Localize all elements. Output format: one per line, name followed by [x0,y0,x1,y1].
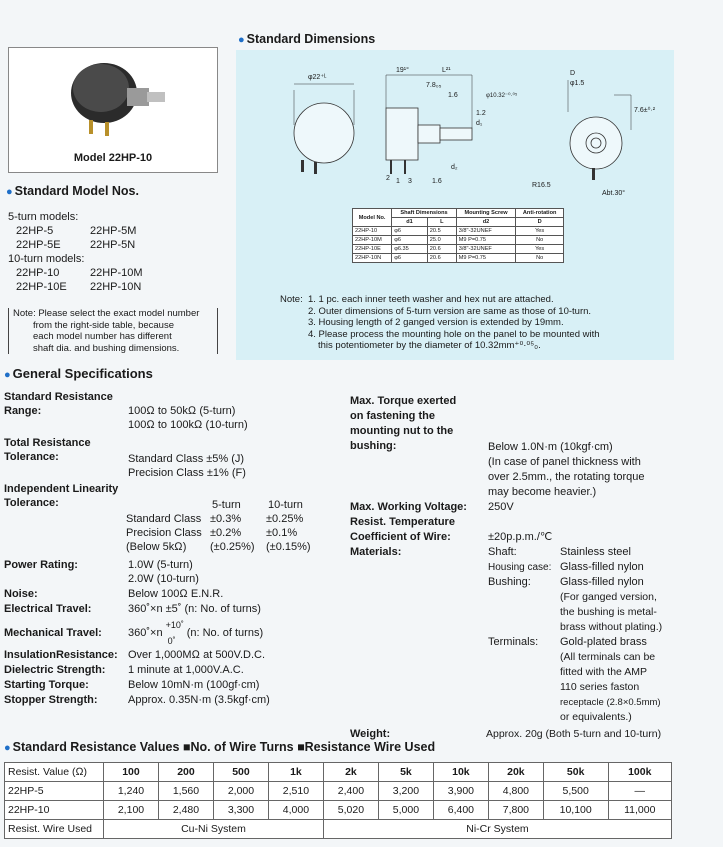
spec-value: 1 minute at 1,000V.A.C. [128,664,244,676]
spec-label: Mechanical Travel: [4,627,102,639]
dim-label: 7.8₀₅ [426,82,442,89]
dim-label: 7.6±⁰·² [634,107,656,114]
value-part: (n: No. of turns) [186,627,264,639]
five-turn-label: 5-turn models: [8,211,79,223]
model-number: 22HP-10 [16,267,60,279]
material-value: Glass-filled nylon [560,576,644,588]
table-subheader: D [516,218,564,227]
dim-label: 1.6 [432,178,442,185]
table-cell: Yes [516,245,564,254]
spec-label: Max. Torque exerted on fastening the mounting nut to the bushing: [350,395,457,452]
table-cell: 22HP-10 [5,801,104,820]
table-header: 20k [488,763,543,782]
dim-label: 1 [396,178,400,185]
model-list [8,210,143,294]
col-head: 10-turn [268,499,303,511]
table-row [5,801,672,820]
table-cell: 2,480 [158,801,213,820]
spec-value: Below 100Ω E.N.R. [128,588,224,600]
note-item: 1. 1 pc. each inner teeth washer and hex nut are attached. [308,294,554,305]
material-key: Bushing: [488,576,531,588]
material-value: Glass-filled nylon [560,561,644,573]
product-photo-box [8,47,218,173]
linearity-col-heads [212,498,303,512]
col-head: 5-turn [212,499,241,511]
table-header: Anti-rotation [516,209,564,218]
dim-label: φ22⁺ᴸ [308,74,327,81]
table-cell: 7,800 [488,801,543,820]
spec-left [4,390,344,720]
table-subheader: d2 [456,218,516,227]
models-heading: ● Standard Model Nos. [6,184,139,198]
note-item: this potentiometer by the diameter of 10.32mm⁺⁰·⁰⁵₀. [318,340,541,351]
table-header: 100k [608,763,671,782]
spec-value: Approx. 20g (Both 5-turn and 10-turn) [486,728,662,740]
material-key: Shaft: [488,546,517,558]
bullet-icon: ● [4,369,11,381]
material-value: Stainless steel [560,546,631,558]
table-header: Shaft Dimensions [392,209,457,218]
dim-label: φ1.5 [570,80,585,87]
bullet-icon: ● [6,186,13,198]
spec-value: 360˚×n ±5˚ (n: No. of turns) [128,603,261,615]
dimensions-panel [236,50,674,360]
cell: ±0.25% [266,513,304,525]
value-part: 360˚×n [128,627,163,639]
table-subheader: d1 [392,218,428,227]
spec-value: 100Ω to 50kΩ (5-turn) 100Ω to 100kΩ (10-turn) [128,405,248,431]
table-row [353,227,564,236]
table-subheader: L [427,218,456,227]
table-cell: M9 P=0.75 [456,236,516,245]
spec-value: Below 1.0N·m (10kgf·cm) (In case of panel thickness with over 2.5mm., the rotating torque may become heavier.) [488,441,645,498]
table-cell: M9 P=0.75 [456,254,516,263]
table-cell: Resist. Wire Used [5,820,104,839]
table-header: Mounting Screw [456,209,516,218]
resistance-table-wrap [4,762,672,839]
spec-label: Independent Linearity Tolerance: [4,483,119,509]
table-header: 1k [268,763,323,782]
model-number: 22HP-10N [90,281,142,293]
note-line: shaft dia. and bushing dimensions. [33,342,180,354]
spec-label: Noise: [4,588,38,600]
table-cell: φ6 [392,227,428,236]
table-cell: 2,510 [268,782,323,801]
cell: ±0.2% [210,527,242,539]
spec-value: Below 10mN·m (100gf·cm) [128,679,260,691]
table-header: 10k [433,763,488,782]
note-item: 2. Outer dimensions of 5-turn version are same as those of 10-turn. [308,305,592,317]
table-header: 100 [104,763,159,782]
table-header: 2k [323,763,378,782]
note-line: Note: Please select the exact model number [13,308,200,319]
model-number: 22HP-5 [16,225,54,237]
table-cell: No [516,254,564,263]
table-cell: 22HP-10M [353,236,392,245]
table-row [353,236,564,245]
table-header: 5k [378,763,433,782]
note-item: 4. Please process the mounting hole on the panel to be mounted with [308,328,600,340]
table-cell: 3,900 [433,782,488,801]
model-number: 22HP-5N [90,239,136,251]
spec-label: Dielectric Strength: [4,664,106,676]
table-cell: Yes [516,227,564,236]
dim-label: 1.2 [476,110,486,117]
spec-label: Starting Torque: [4,679,89,691]
spec-label: Materials: [350,546,402,558]
spec-value: Approx. 0.35N·m (3.5kgf·cm) [128,694,270,706]
table-cell: No [516,236,564,245]
notes-label: Note: [280,294,303,305]
table-cell: φ6 [392,254,428,263]
spec-label: Weight: [350,728,391,740]
dimension-notes-list [308,294,600,352]
table-header: 50k [543,763,608,782]
bullet-icon: ● [4,742,11,754]
spec-value: Over 1,000MΩ at 500V.D.C. [128,649,266,661]
table-cell: 20.5 [427,227,456,236]
table-row [5,820,672,839]
spec-label: Max. Working Voltage: [350,501,467,513]
material-key: Housing case: [488,562,552,573]
table-cell: 3/8"-32UNEF [456,245,516,254]
table-header: Resist. Value (Ω) [5,763,104,782]
dim-label: R16.5 [532,182,551,189]
table-cell: 1,560 [158,782,213,801]
cell: (±0.25%) [210,541,255,553]
dim-label: Abt.30° [602,190,626,197]
spec-value: 250V [488,501,514,513]
table-cell: 4,800 [488,782,543,801]
dim-label: 2 [386,175,390,182]
table-cell: 3,200 [378,782,433,801]
table-cell: 20.6 [427,254,456,263]
spec-value: Standard Class ±5% (J) Precision Class ±1% (F) [128,453,246,479]
table-cell: 20.6 [427,245,456,254]
spec-label: Total Resistance Tolerance: [4,437,91,463]
model-number: 22HP-5E [16,239,61,251]
potentiometer-image [9,48,217,148]
spec-label: Electrical Travel: [4,603,92,615]
dim-label: 3 [408,178,412,185]
square-icon: ■ [297,740,305,754]
spec-label: InsulationResistance: [4,649,118,661]
table-cell: 5,500 [543,782,608,801]
table-cell: 25.0 [427,236,456,245]
note-line: from the right-side table, because [33,319,174,331]
table-row [5,782,672,801]
resistance-table [4,762,672,839]
spec-label: Standard Resistance Range: [4,391,113,417]
model-dimension-table [352,208,564,263]
cell: ±0.3% [210,513,242,525]
table-cell: 2,000 [213,782,268,801]
ten-turn-label: 10-turn models: [8,253,85,265]
table-cell: 10,100 [543,801,608,820]
table-cell: 3/8"-32UNEF [456,227,516,236]
note-line: each model number has different [33,331,172,342]
table-cell: 22HP-10E [353,245,392,254]
table-cell: 4,000 [268,801,323,820]
model-note [8,308,218,354]
material-key: Terminals: [488,636,539,648]
dim-label: d₁ [476,120,483,127]
table-cell: 22HP-10 [353,227,392,236]
dim-label: 19¹° [396,67,409,74]
table-row [353,245,564,254]
dim-label: d₂ [451,164,458,171]
spec-label: Resist. Temperature Coefficient of Wire: [350,516,455,543]
table-cell: 11,000 [608,801,671,820]
photo-caption: Model 22HP-10 [73,152,153,164]
table-cell: 3,300 [213,801,268,820]
materials-list: Shaft: Stainless steel Housing case: Glass-filled nylon Bushing: Glass-filled nylon (For ganged version, the bushing is metal- brass without plating.) Terminals: Gold-plated brass (All terminals can be fitted with the AMP 110 series faston receptacle (2.8×0.5mm) or equivalents.) [488,546,663,723]
table-row [353,254,564,263]
table-header: 200 [158,763,213,782]
spec-label: Stopper Strength: [4,694,98,706]
spec-label: Power Rating: [4,559,78,571]
table-header: 500 [213,763,268,782]
bullet-icon: ● [238,34,245,46]
spec-value: ±20p.p.m./℃ [488,531,553,543]
cell: Precision Class [126,527,202,539]
table-cell: φ6.35 [392,245,428,254]
cell: Standard Class [126,513,202,525]
spec-value [128,620,264,646]
table-cell: 22HP-5 [5,782,104,801]
dim-label: D [570,70,576,77]
cell: ±0.1% [266,527,298,539]
dim-label: 1.6 [448,92,458,99]
dim-label: L²¹ [442,67,451,74]
model-number: 22HP-10E [16,281,67,293]
table-cell: 22HP-10N [353,254,392,263]
res-table-heading: ● Standard Resistance Values ■No. of Wire Turns ■Resistance Wire Used [4,740,436,754]
table-cell: Cu-Ni System [104,820,324,839]
table-cell: φ6 [392,236,428,245]
table-cell: — [608,782,671,801]
spec-value: 1.0W (5-turn) 2.0W (10-turn) [128,559,199,585]
table-cell: 5,020 [323,801,378,820]
dimension-drawing [236,50,674,200]
spec-right [350,394,720,744]
table-cell: 2,400 [323,782,378,801]
table-header-row [5,763,672,782]
table-cell: 6,400 [433,801,488,820]
value-sub: 0˚ [167,636,176,646]
gen-spec-heading: ● General Specifications [4,366,153,381]
table-cell: Ni-Cr System [323,820,671,839]
note-item: 3. Housing length of 2 ganged version is extended by 19mm. [308,317,564,328]
square-icon: ■ [182,740,191,754]
table-cell: 1,240 [104,782,159,801]
material-value: Gold-plated brass [560,636,647,648]
model-number: 22HP-10M [90,267,143,279]
std-dims-heading: ● Standard Dimensions [238,32,376,46]
dim-label: φ10.32⁻⁰·⁰⁵ [486,93,518,99]
cell: (±0.15%) [266,541,311,553]
table-header: Model No. [353,209,392,227]
table-cell: 2,100 [104,801,159,820]
value-sup: +10˚ [165,620,184,630]
table-cell: 5,000 [378,801,433,820]
cell: (Below 5kΩ) [126,541,187,553]
linearity-table [126,512,311,554]
dimension-notes [280,294,303,306]
model-number: 22HP-5M [90,225,137,237]
